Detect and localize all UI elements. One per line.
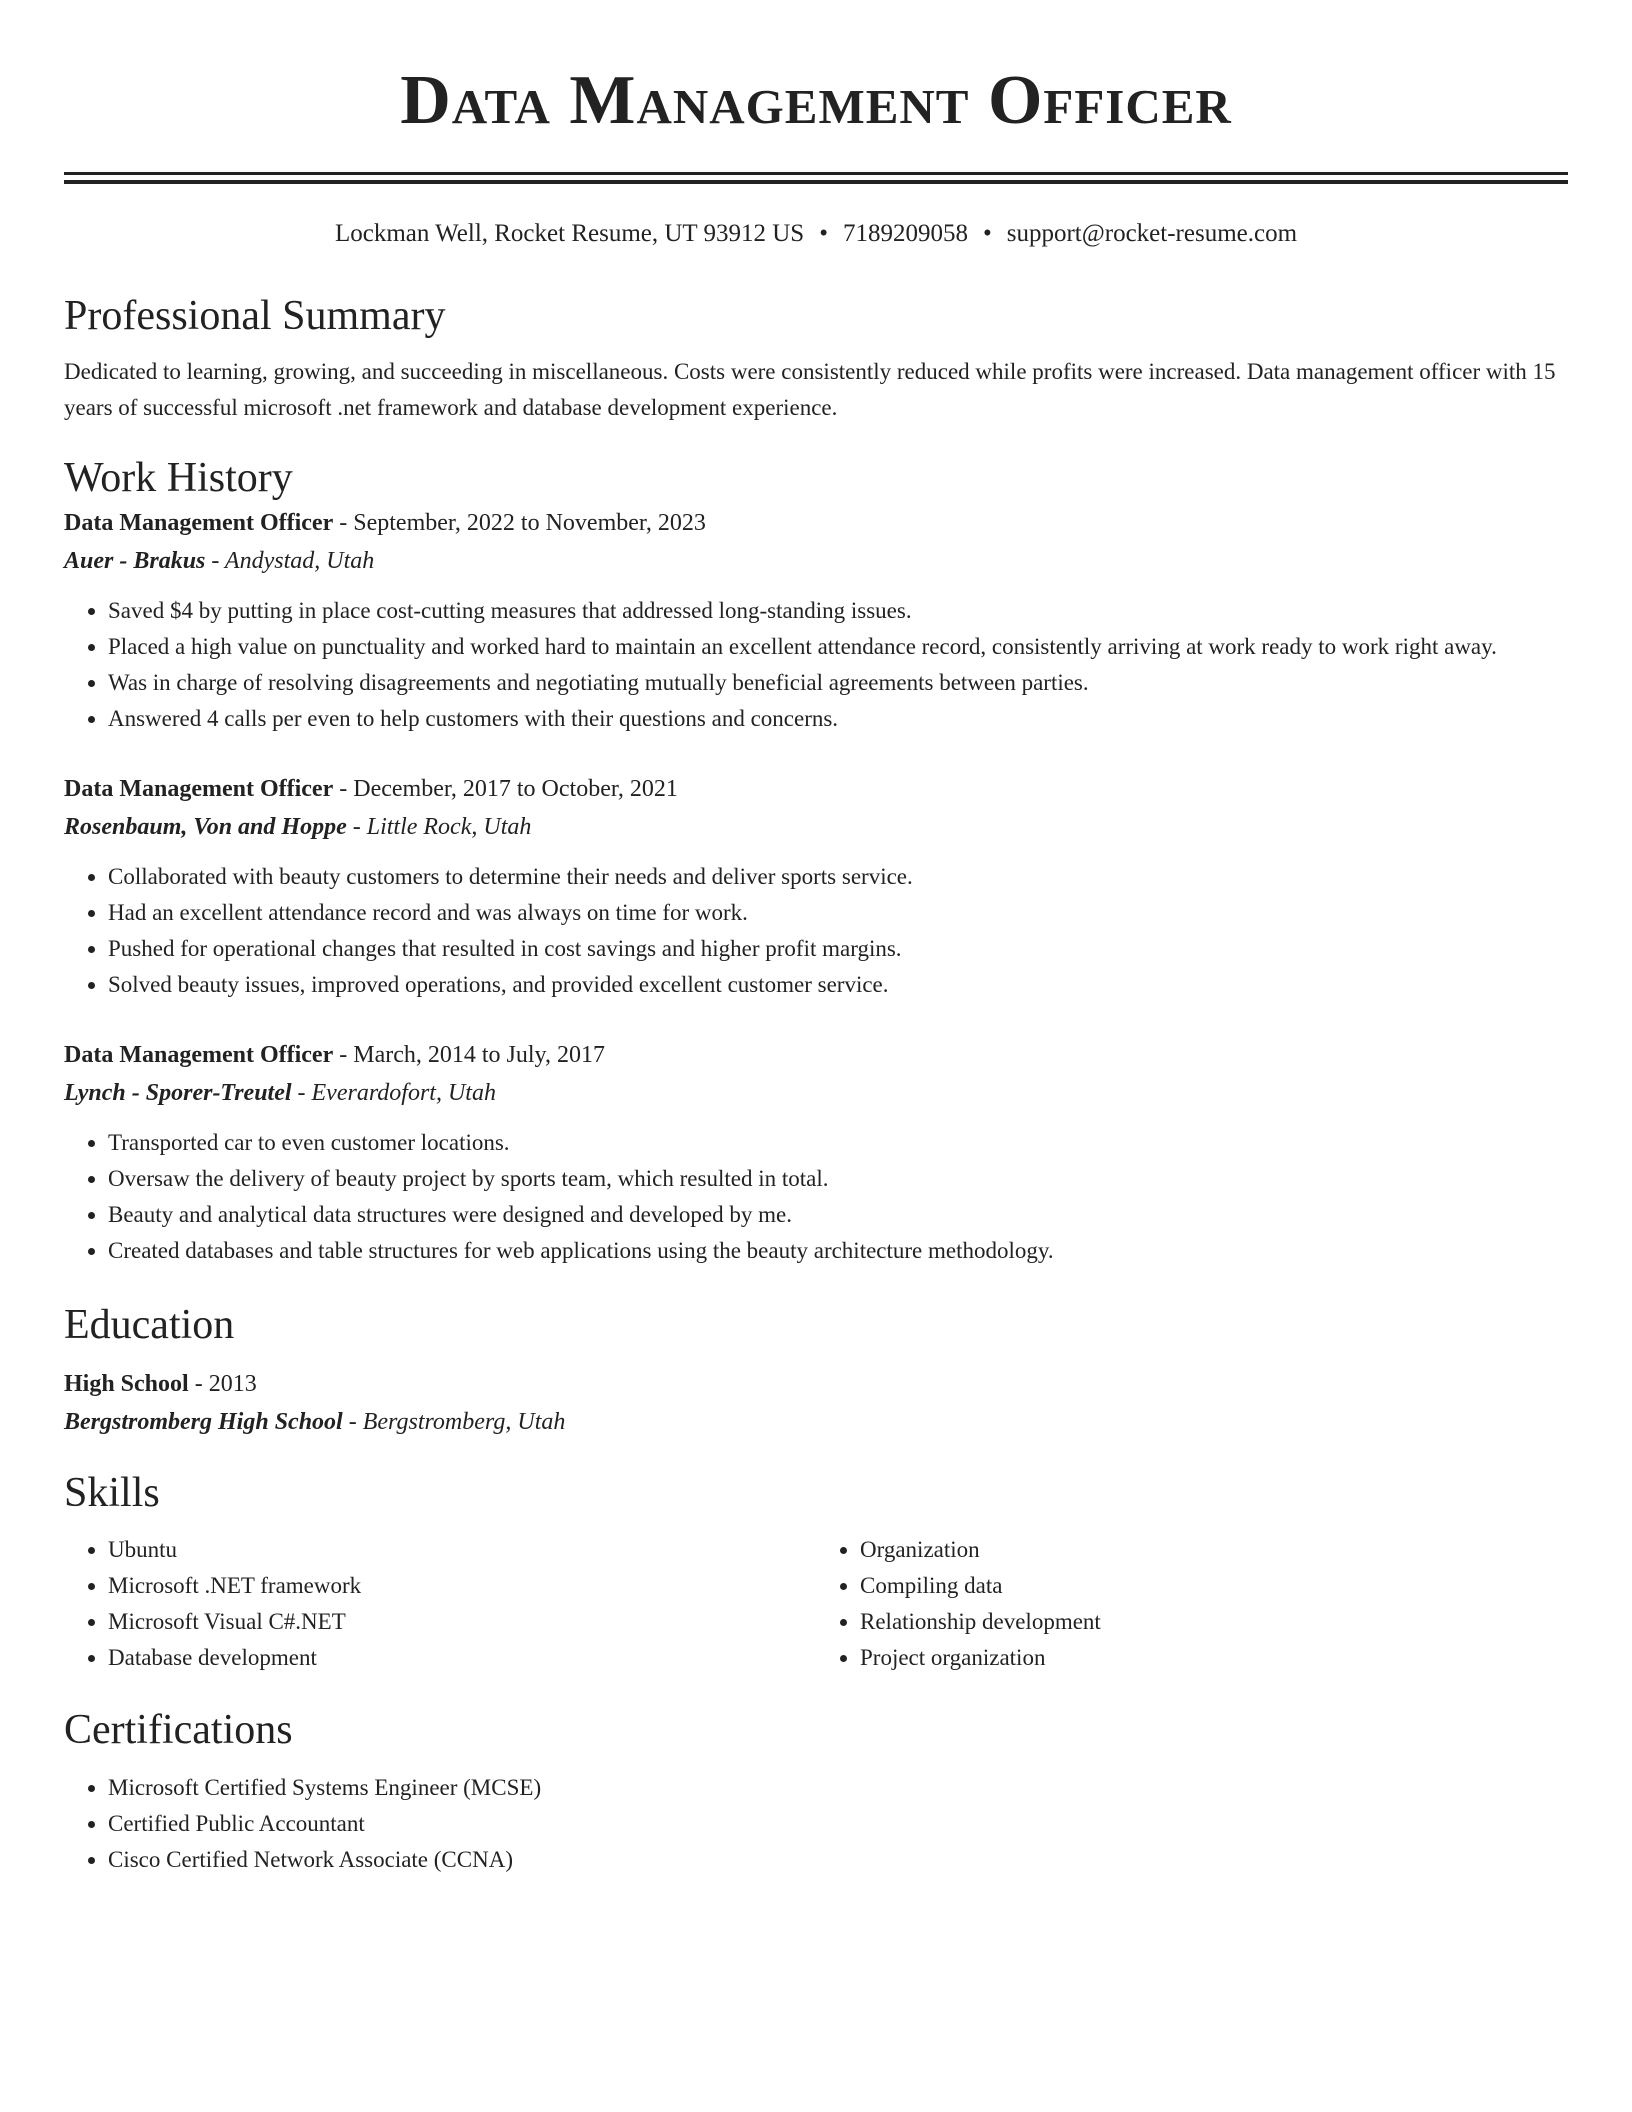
work-history-section <box>64 452 1568 1269</box>
contact-address: Lockman Well, Rocket Resume, UT 93912 US <box>334 220 805 247</box>
job-location: - Little Rock, Utah <box>346 814 532 840</box>
education-school: Bergstromberg High School <box>64 1409 343 1435</box>
job-title-line <box>64 504 1568 542</box>
skill-item: • Microsoft .NET framework <box>108 1568 816 1604</box>
contact-phone: 7189209058 <box>842 220 968 247</box>
job-bullets <box>64 593 1568 737</box>
job-entry <box>64 770 1568 1003</box>
job-location: - Everardofort, Utah <box>291 1080 496 1106</box>
list-item: • Pushed for operational changes that resulted in cost savings and higher profit margins. <box>108 931 1568 967</box>
list-item: • Solved beauty issues, improved operations, and provided excellent customer service. <box>108 967 1568 1003</box>
list-item: • Created databases and table structures for web applications using the beauty architecture methodology. <box>108 1233 1568 1269</box>
title-divider-top <box>64 172 1568 175</box>
education-location: - Bergstromberg, Utah <box>342 1409 566 1435</box>
certifications-section <box>64 1704 1568 1878</box>
page-title: Data Management Officer <box>400 62 1232 139</box>
skill-item: • Microsoft Visual C#.NET <box>108 1604 816 1640</box>
skill-item: • Compiling data <box>860 1568 1568 1604</box>
job-entry <box>64 504 1568 737</box>
contact-separator: • <box>982 220 992 247</box>
job-company: Rosenbaum, Von and Hoppe <box>64 814 347 840</box>
list-item: • Beauty and analytical data structures were designed and developed by me. <box>108 1197 1568 1233</box>
education-entry <box>64 1365 1568 1441</box>
job-bullets <box>64 859 1568 1003</box>
education-section <box>64 1299 1568 1441</box>
skills-grid <box>64 1532 1568 1676</box>
job-dates: - September, 2022 to November, 2023 <box>333 510 706 536</box>
education-degree-line <box>64 1365 1568 1403</box>
job-company-line <box>64 1074 1568 1112</box>
summary-section <box>64 290 1568 426</box>
list-item: • Oversaw the delivery of beauty project by sports team, which resulted in total. <box>108 1161 1568 1197</box>
education-year: - 2013 <box>188 1371 257 1397</box>
job-title-line <box>64 770 1568 808</box>
job-dates: - December, 2017 to October, 2021 <box>333 776 678 802</box>
job-position: Data Management Officer <box>64 1042 334 1068</box>
contact-separator: • <box>819 220 828 247</box>
list-item: • Was in charge of resolving disagreements and negotiating mutually beneficial agreements between parties. <box>108 665 1568 701</box>
skills-column-left <box>64 1532 816 1676</box>
section-heading-certifications: Certifications <box>64 1707 293 1753</box>
education-school-line <box>64 1403 1568 1441</box>
skill-item: • Relationship development <box>860 1604 1568 1640</box>
section-heading-summary: Professional Summary <box>64 293 446 339</box>
education-degree: High School <box>64 1371 189 1397</box>
skill-item: • Organization <box>860 1532 1568 1568</box>
skill-item: • Project organization <box>860 1640 1568 1676</box>
job-entry <box>64 1036 1568 1269</box>
certifications-list <box>64 1770 1568 1878</box>
list-item: • Answered 4 calls per even to help customers with their questions and concerns. <box>108 701 1568 737</box>
skills-section <box>64 1467 1568 1676</box>
contact-email: support@rocket-resume.com <box>1006 220 1298 247</box>
job-position: Data Management Officer <box>64 776 334 802</box>
list-item: • Placed a high value on punctuality and worked hard to maintain an excellent attendance record, consistently arriving at work ready to work right away. <box>108 629 1568 665</box>
list-item: • Transported car to even customer locations. <box>108 1125 1568 1161</box>
certification-item: • Certified Public Accountant <box>108 1806 1568 1842</box>
job-location: - Andystad, Utah <box>205 548 375 574</box>
skill-item: • Ubuntu <box>108 1532 816 1568</box>
job-title-line <box>64 1036 1568 1074</box>
contact-line <box>64 217 1568 251</box>
certification-item: • Cisco Certified Network Associate (CCNA) <box>108 1842 1568 1878</box>
job-company-line <box>64 808 1568 846</box>
section-heading-education: Education <box>64 1302 235 1348</box>
skills-column-right <box>816 1532 1568 1676</box>
summary-text: Dedicated to learning, growing, and succeeding in miscellaneous. Costs were consistently reduced while profits were increased. Data management officer with 15 years of successful microsoft .net framework and database development experience. <box>64 359 1556 420</box>
section-heading-work: Work History <box>64 455 293 501</box>
list-item: • Saved $4 by putting in place cost-cutting measures that addressed long-standing issues. <box>108 593 1568 629</box>
section-heading-skills: Skills <box>64 1470 160 1516</box>
job-dates: - March, 2014 to July, 2017 <box>333 1042 605 1068</box>
job-position: Data Management Officer <box>64 510 334 536</box>
title-divider-bottom <box>64 180 1568 184</box>
skill-item: • Database development <box>108 1640 816 1676</box>
job-company: Auer - Brakus <box>64 548 206 574</box>
list-item: • Collaborated with beauty customers to determine their needs and deliver sports service. <box>108 859 1568 895</box>
job-company: Lynch - Sporer-Treutel <box>64 1080 292 1106</box>
list-item: • Had an excellent attendance record and was always on time for work. <box>108 895 1568 931</box>
job-bullets <box>64 1125 1568 1269</box>
job-company-line <box>64 542 1568 580</box>
certification-item: • Microsoft Certified Systems Engineer (MCSE) <box>108 1770 1568 1806</box>
